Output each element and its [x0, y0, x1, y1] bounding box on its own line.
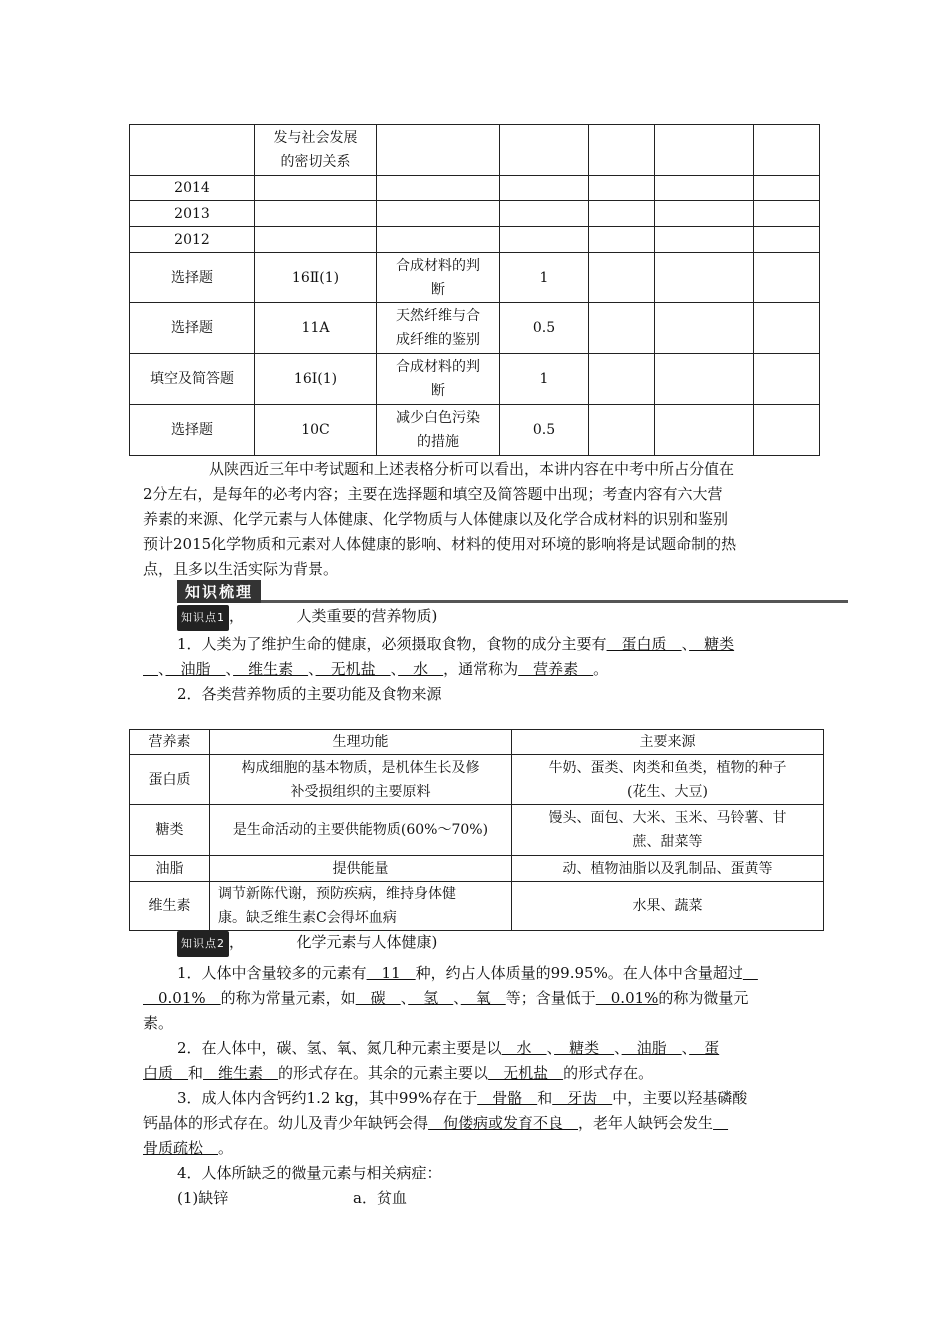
table-row: 填空及简答题 16Ⅰ(1) 合成材料的判 断 1: [130, 354, 820, 405]
analysis-line: 点，且多以生活实际为背景。: [143, 560, 339, 578]
answer-blank: 油脂: [165, 660, 226, 678]
answer-blank: 无机盐: [488, 1064, 564, 1082]
kp1-heading: [177, 604, 437, 631]
analysis-line: 预计2015化学物质和元素对人体健康的影响、材料的使用对环境的影响将是试题命制的热: [143, 535, 737, 553]
answer-blank: 11: [366, 964, 416, 982]
table-row: 油脂 提供能量 动、植物油脂以及乳制品、蛋黄等: [130, 856, 824, 882]
answer-blank: 氧: [460, 989, 506, 1007]
answer-blank: 氢: [408, 989, 454, 1007]
answer-blank: 水: [398, 660, 444, 678]
answer-blank: 蛋: [689, 1039, 720, 1057]
kp2-line: 白质 和 维生素 的形式存在。其余的元素主要以 无机盐 的形式存在。: [143, 1064, 654, 1082]
answer-blank: 0.01%: [143, 989, 221, 1007]
answer-blank: 维生素: [233, 660, 309, 678]
table-row: 选择题 10C 减少白色污染 的措施 0.5: [130, 405, 820, 456]
table-row: 发与社会发展 的密切关系: [130, 125, 820, 176]
section-title: 知识梳理: [177, 580, 261, 603]
kp2-line: a．贫血: [353, 1189, 407, 1207]
answer-blank: 营养素: [518, 660, 594, 678]
answer-blank: 糖类: [554, 1039, 615, 1057]
answer-blank: 骨质疏松: [143, 1139, 219, 1157]
kp2-line: 骨质疏松 。: [143, 1139, 234, 1157]
answer-blank: 糖类: [689, 635, 735, 653]
table-row: 2012: [130, 227, 820, 253]
kp1-q2: 2．各类营养物质的主要功能及食物来源: [177, 685, 442, 703]
nutrient-table: [129, 729, 824, 931]
table-row: 蛋白质 构成细胞的基本物质，是机体生长及修 补受损组织的主要原料 牛奶、蛋类、肉类和鱼类，植物的种子 (花生、大豆): [130, 755, 824, 805]
kp2-line: (1)缺锌: [177, 1189, 229, 1207]
analysis-line: 2分左右，是每年的必考内容；主要在选择题和填空及简答题中出现；考查内容有六大营: [143, 485, 723, 503]
answer-blank: 牙齿: [552, 1089, 613, 1107]
kp2-badge: 知识点2: [177, 931, 229, 957]
answer-blank: 维生素: [203, 1064, 279, 1082]
kp1-title: ， 人类重要的营养物质): [229, 607, 438, 625]
kp2-title: ， 化学元素与人体健康): [229, 933, 438, 951]
answer-blank: 蛋白质: [606, 635, 682, 653]
table-row: 2014: [130, 176, 820, 201]
kp2-line: 1．人体中含量较多的元素有 11 种，约占人体质量的99.95%。在人体中含量超过: [177, 964, 743, 982]
kp2-line: 2．在人体中，碳、氢、氧、氮几种元素主要是以 水 、 糖类 、 油脂 、 蛋: [177, 1039, 720, 1057]
kp1-badge: 知识点1: [177, 605, 229, 631]
kp1-q1-line2: 、 油脂 、 维生素 、 无机盐 、 水 ，通常称为 营养素 。: [158, 660, 609, 678]
table-row: 维生素 调节新陈代谢，预防疾病，维持身体健 康。缺乏维生素C会得坏血病 水果、蔬菜: [130, 882, 824, 931]
kp2-line: 3．成人体内含钙约1.2 kg，其中99%存在于 骨骼 和 牙齿 中，主要以羟基磷酸: [177, 1089, 748, 1107]
kp2-line: 素。: [143, 1014, 174, 1032]
table-row: 选择题 16Ⅱ(1) 合成材料的判 断 1: [130, 253, 820, 303]
answer-blank: 油脂: [621, 1039, 682, 1057]
kp2-heading: [177, 930, 437, 957]
answer-blank: 碳: [355, 989, 401, 1007]
kp1-q1-line1: 1．人类为了维护生命的健康，必须摄取食物，食物的成分主要有 蛋白质 、 糖类: [177, 635, 735, 653]
kp2-line: 钙晶体的形式存在。幼儿及青少年缺钙会得 佝偻病或发育不良 ，老年人缺钙会发生: [143, 1114, 714, 1132]
table-row: 2013: [130, 201, 820, 227]
kp2-line: 0.01% 的称为常量元素，如 碳 、 氢 、 氧 等；含量低于 0.01%的称为微量元: [143, 989, 749, 1007]
table-header-row: 营养素 生理功能 主要来源: [130, 730, 824, 755]
answer-blank: 无机盐: [315, 660, 391, 678]
table-row: 糖类 是生命活动的主要供能物质(60%～70%) 馒头、面包、大米、玉米、马铃薯、甘 蔗、甜菜等: [130, 805, 824, 856]
answer-blank: 水: [501, 1039, 547, 1057]
section-rule: [177, 600, 848, 603]
exam-table: [129, 124, 820, 456]
kp2-line: 4．人体所缺乏的微量元素与相关病症：: [177, 1164, 442, 1182]
analysis-line: 从陕西近三年中考试题和上述表格分析可以看出，本讲内容在中考中所占分值在: [209, 460, 735, 478]
table-row: 选择题 11A 天然纤维与合 成纤维的鉴别 0.5: [130, 303, 820, 354]
analysis-line: 养素的来源、化学元素与人体健康、化学物质与人体健康以及化学合成材料的识别和鉴别: [143, 510, 729, 528]
answer-blank: 佝偻病或发育不良: [428, 1114, 579, 1132]
answer-blank: 骨骼: [477, 1089, 538, 1107]
answer-blank: 0.01%: [595, 989, 659, 1007]
